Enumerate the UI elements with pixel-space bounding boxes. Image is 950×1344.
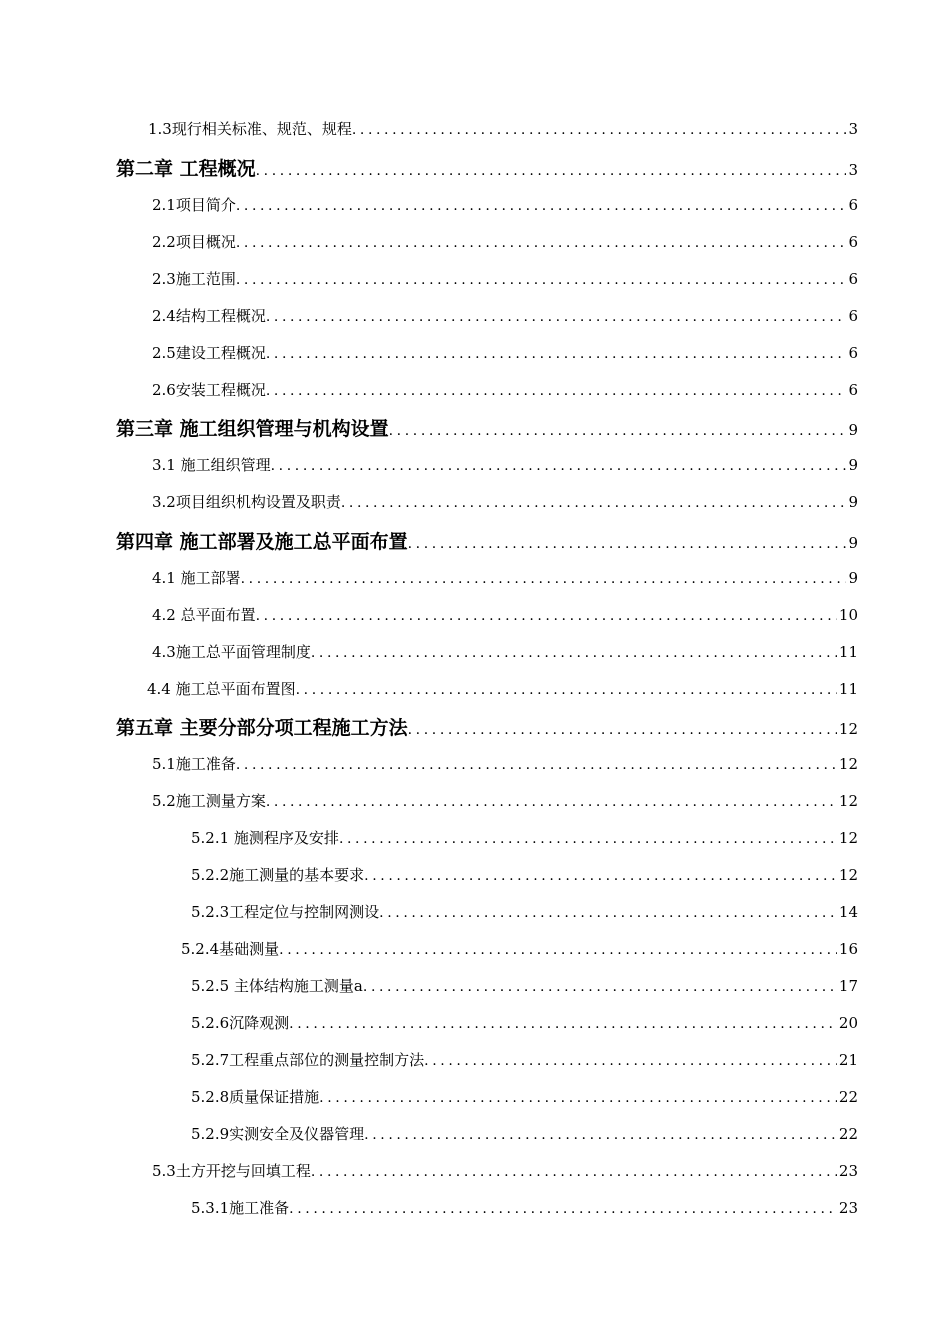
toc-entry-page: 3 [848, 120, 858, 138]
toc-subentry-page: 16 [838, 940, 858, 958]
toc-subentry[interactable] [191, 1012, 858, 1033]
toc-chapter-page: 9 [848, 421, 858, 439]
toc-entry-page: 6 [848, 381, 858, 399]
toc-subentry[interactable] [191, 975, 858, 996]
toc-subentry-title: 5.2.1 施测程序及安排 [191, 829, 339, 847]
toc-subentry-title: 5.2.9实测安全及仪器管理 [191, 1125, 365, 1143]
toc-leader-dots [266, 346, 847, 362]
toc-subentry-page: 23 [838, 1199, 858, 1217]
toc-entry-page: 23 [838, 1162, 858, 1180]
toc-entry-title: 2.5建设工程概况 [152, 344, 266, 362]
toc-entry-page: 9 [848, 493, 858, 511]
toc-entry-title: 2.3施工范围 [152, 270, 236, 288]
toc-entry-title: 3.1 施工组织管理 [152, 456, 271, 474]
toc-leader-dots [279, 942, 837, 958]
toc-subentry-page: 20 [838, 1014, 858, 1032]
toc-entry-title: 4.1 施工部署 [152, 569, 241, 587]
toc-entry[interactable] [152, 305, 858, 326]
toc-entry-page: 12 [838, 755, 858, 773]
toc-chapter[interactable] [116, 414, 858, 441]
toc-subentry-page: 22 [838, 1088, 858, 1106]
toc-entry[interactable] [152, 753, 858, 774]
toc-subentry-page: 12 [838, 829, 858, 847]
toc-entry[interactable] [152, 194, 858, 215]
toc-leader-dots [339, 831, 837, 847]
toc-leader-dots [364, 868, 837, 884]
toc-leader-dots [408, 536, 847, 552]
toc-entry-page: 6 [848, 307, 858, 325]
toc-chapter[interactable] [116, 713, 858, 740]
toc-chapter-page: 9 [848, 534, 858, 552]
toc-chapter-page: 3 [848, 161, 858, 179]
toc-entry[interactable] [152, 641, 858, 662]
toc-subentry-title: 5.2.3工程定位与控制网测设 [191, 903, 380, 921]
toc-subentry-title: 5.3.1施工准备 [191, 1199, 290, 1217]
toc-entry-page: 11 [838, 643, 858, 661]
toc-subentry-title: 5.2.2施工测量的基本要求 [191, 866, 365, 884]
toc-leader-dots [266, 794, 837, 810]
toc-leader-dots [319, 1090, 837, 1106]
toc-leader-dots [352, 122, 847, 138]
toc-subentry[interactable] [191, 1049, 858, 1070]
toc-entry-title: 2.1项目简介 [152, 196, 236, 214]
toc-subentry[interactable] [191, 901, 858, 922]
toc-subentry-title: 5.2.7工程重点部位的测量控制方法 [191, 1051, 425, 1069]
toc-entry[interactable] [148, 118, 858, 139]
toc-subentry[interactable] [191, 1197, 858, 1218]
toc-subentry-page: 21 [838, 1051, 858, 1069]
toc-leader-dots [289, 1016, 837, 1032]
toc-entry-page: 6 [848, 270, 858, 288]
toc-leader-dots [271, 458, 847, 474]
toc-subentry[interactable] [191, 1086, 858, 1107]
toc-leader-dots [236, 272, 847, 288]
toc-leader-dots [236, 235, 847, 251]
toc-entry[interactable] [152, 342, 858, 363]
toc-leader-dots [341, 495, 847, 511]
toc-leader-dots [311, 1164, 837, 1180]
toc-chapter-title: 第二章 工程概况 [116, 158, 256, 180]
toc-entry-page: 12 [838, 792, 858, 810]
toc-entry-page: 10 [838, 606, 858, 624]
toc-subentry-page: 12 [838, 866, 858, 884]
toc-leader-dots [256, 608, 837, 624]
toc-entry[interactable] [152, 604, 858, 625]
toc-entry-title: 4.3施工总平面管理制度 [152, 643, 311, 661]
toc-entry-page: 6 [848, 196, 858, 214]
toc-leader-dots [296, 682, 837, 698]
toc-entry[interactable] [152, 268, 858, 289]
toc-entry[interactable] [152, 1160, 858, 1181]
toc-subentry[interactable] [191, 1123, 858, 1144]
toc-leader-dots [379, 905, 837, 921]
toc-chapter-title: 第五章 主要分部分项工程施工方法 [116, 717, 408, 739]
toc-leader-dots [266, 383, 847, 399]
toc-chapter[interactable] [116, 154, 858, 181]
toc-entry-page: 6 [848, 344, 858, 362]
toc-subentry-title: 5.2.8质量保证措施 [191, 1088, 320, 1106]
toc-subentry-title: 5.2.6沉降观测 [191, 1014, 290, 1032]
toc-leader-dots [256, 163, 847, 179]
toc-leader-dots [408, 722, 837, 738]
toc-entry[interactable] [152, 379, 858, 400]
toc-leader-dots [389, 423, 847, 439]
toc-entry-title: 5.2施工测量方案 [152, 792, 266, 810]
toc-chapter-title: 第四章 施工部署及施工总平面布置 [116, 531, 408, 553]
toc-entry[interactable] [152, 454, 858, 475]
toc-entry-title: 2.4结构工程概况 [152, 307, 266, 325]
toc-subentry-page: 14 [838, 903, 858, 921]
toc-subentry-page: 22 [838, 1125, 858, 1143]
toc-subentry-page: 17 [838, 977, 858, 995]
toc-chapter-title: 第三章 施工组织管理与机构设置 [116, 418, 389, 440]
toc-subentry-title: 5.2.5 主体结构施工测量a [191, 977, 363, 995]
toc-entry[interactable] [152, 790, 858, 811]
toc-entry-title: 4.4 施工总平面布置图 [147, 680, 296, 698]
toc-subentry[interactable] [181, 938, 858, 959]
toc-entry[interactable] [152, 231, 858, 252]
toc-entry-title: 3.2项目组织机构设置及职责 [152, 493, 341, 511]
toc-entry-title: 2.6安装工程概况 [152, 381, 266, 399]
toc-subentry-title: 5.2.4基础测量 [181, 940, 280, 958]
toc-entry-title: 4.2 总平面布置 [152, 606, 256, 624]
toc-entry-title: 2.2项目概况 [152, 233, 236, 251]
toc-entry-page: 11 [838, 680, 858, 698]
toc-subentry[interactable] [191, 827, 858, 848]
toc-entry-title: 1.3现行相关标准、规范、规程 [148, 120, 352, 138]
toc-entry-title: 5.1施工准备 [152, 755, 236, 773]
toc-leader-dots [266, 309, 847, 325]
toc-entry-page: 6 [848, 233, 858, 251]
toc-leader-dots [364, 1127, 837, 1143]
toc-entry[interactable] [147, 678, 858, 699]
toc-entry[interactable] [152, 567, 858, 588]
toc-entry-page: 9 [848, 569, 858, 587]
toc-leader-dots [363, 979, 837, 995]
toc-leader-dots [424, 1053, 837, 1069]
toc-entry-page: 9 [848, 456, 858, 474]
toc-subentry[interactable] [191, 864, 858, 885]
toc-leader-dots [236, 198, 847, 214]
toc-chapter[interactable] [116, 527, 858, 554]
toc-leader-dots [241, 571, 847, 587]
toc-chapter-page: 12 [838, 720, 858, 738]
toc-entry[interactable] [152, 491, 858, 512]
toc-leader-dots [289, 1201, 837, 1217]
toc-leader-dots [236, 757, 837, 773]
toc-entry-title: 5.3土方开挖与回填工程 [152, 1162, 311, 1180]
toc-leader-dots [311, 645, 837, 661]
